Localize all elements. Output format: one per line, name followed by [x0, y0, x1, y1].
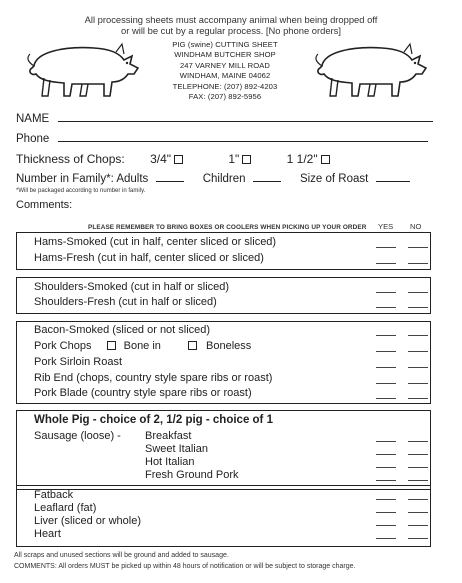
sausage-option-hot-italian: Hot Italian [145, 456, 195, 468]
comments-label: Comments: [16, 199, 73, 211]
no-answer-blank[interactable] [408, 538, 428, 539]
pork-chops-bone-in-checkbox[interactable] [107, 341, 116, 350]
yes-answer-blank[interactable] [376, 480, 396, 481]
yes-answer-blank[interactable] [376, 351, 396, 352]
shop-info [140, 40, 310, 102]
yes-answer-blank[interactable] [376, 441, 396, 442]
thickness-label: Thickness of Chops: [16, 152, 125, 166]
children-input-line[interactable] [253, 181, 281, 182]
no-answer-blank[interactable] [408, 307, 428, 308]
extra-fatback: Fatback [34, 489, 74, 501]
no-answer-blank[interactable] [408, 525, 428, 526]
pork-chops-label: Pork Chops [34, 340, 92, 352]
yes-answer-blank[interactable] [376, 263, 396, 264]
yes-answer-blank[interactable] [376, 512, 396, 513]
sausage-option-breakfast: Breakfast [145, 430, 192, 442]
no-answer-blank[interactable] [408, 398, 428, 399]
family-adults-label: Number in Family*: Adults [16, 173, 149, 185]
shop-address: 247 VARNEY MILL ROAD [179, 60, 271, 70]
thickness-option-3-4: 3/4" [150, 152, 183, 166]
no-answer-blank[interactable] [408, 351, 428, 352]
pig-illustration-right [312, 38, 430, 102]
reminder-text: PLEASE REMEMBER TO BRING BOXES OR COOLERS WHEN PICKING UP YOUR ORDER [88, 224, 367, 231]
no-answer-blank[interactable] [408, 441, 428, 442]
thickness-row [16, 152, 330, 166]
shop-name: WINDHAM BUTCHER SHOP [174, 50, 276, 60]
yes-answer-blank[interactable] [376, 383, 396, 384]
yes-answer-blank[interactable] [376, 247, 396, 248]
yes-answer-blank[interactable] [376, 499, 396, 500]
phone-row [16, 133, 428, 145]
name-label: NAME [16, 113, 50, 125]
hams-smoked-item: Hams-Smoked (cut in half, center sliced or sliced) [34, 236, 277, 248]
name-input-line[interactable] [58, 121, 433, 122]
shoulders-smoked-item: Shoulders-Smoked (cut in half or sliced) [34, 281, 230, 293]
no-answer-blank[interactable] [408, 480, 428, 481]
family-note: *Will be packaged according to number in family. [16, 188, 146, 194]
shop-telephone: TELEPHONE: (207) 892-4203 [172, 81, 278, 91]
pork-blade-item: Pork Blade (country style spare ribs or roast) [34, 387, 252, 399]
no-answer-blank[interactable] [408, 263, 428, 264]
thickness-option-1: 1" [228, 152, 251, 166]
no-answer-blank[interactable] [408, 499, 428, 500]
yes-answer-blank[interactable] [376, 335, 396, 336]
boneless-label: Boneless [206, 340, 252, 352]
extra-heart: Heart [34, 528, 61, 540]
no-answer-blank[interactable] [408, 292, 428, 293]
children-label: Children [202, 173, 246, 185]
yes-answer-blank[interactable] [376, 454, 396, 455]
rib-end-item: Rib End (chops, country style spare ribs or roast) [34, 372, 273, 384]
yes-answer-blank[interactable] [376, 538, 396, 539]
notice-line-2: or will be cut by a regular process. [No phone orders] [121, 25, 341, 36]
footer-scraps-note: All scraps and unused sections will be ground and added to sausage. [14, 552, 229, 559]
shoulders-fresh-item: Shoulders-Fresh (cut in half or sliced) [34, 296, 217, 308]
sausage-option-sweet-italian: Sweet Italian [145, 443, 208, 455]
sausage-label: Sausage (loose) - [34, 430, 121, 442]
phone-input-line[interactable] [58, 141, 428, 142]
no-answer-blank[interactable] [408, 512, 428, 513]
bacon-smoked-item: Bacon-Smoked (sliced or not sliced) [34, 324, 211, 336]
thickness-3-4-checkbox[interactable] [174, 155, 183, 164]
pork-chops-item [34, 340, 251, 352]
yes-answer-blank[interactable] [376, 398, 396, 399]
yes-answer-blank[interactable] [376, 292, 396, 293]
family-row [16, 173, 410, 185]
yes-column-header: YES [378, 222, 394, 231]
no-answer-blank[interactable] [408, 247, 428, 248]
adults-input-line[interactable] [156, 181, 184, 182]
pig-illustration-left [24, 38, 142, 102]
shop-city: WINDHAM, MAINE 04062 [179, 71, 271, 81]
no-answer-blank[interactable] [408, 367, 428, 368]
thickness-1-checkbox[interactable] [242, 155, 251, 164]
yes-answer-blank[interactable] [376, 307, 396, 308]
notice-line-1: All processing sheets must accompany animal when being dropped off [84, 14, 378, 25]
no-column-header: NO [410, 222, 422, 231]
extra-leaflard: Leaflard (fat) [34, 502, 97, 514]
pork-sirloin-roast-item: Pork Sirloin Roast [34, 356, 123, 368]
hams-fresh-item: Hams-Fresh (cut in half, center sliced or sliced) [34, 252, 264, 264]
whole-pig-title: Whole Pig - choice of 2, 1/2 pig - choice of 1 [34, 414, 273, 426]
notice [0, 14, 462, 36]
no-answer-blank[interactable] [408, 454, 428, 455]
thickness-option-1-1-2: 1 1/2" [287, 152, 330, 166]
roast-size-input-line[interactable] [376, 181, 410, 182]
sausage-option-ground-pork: Fresh Ground Pork [145, 469, 239, 481]
yes-answer-blank[interactable] [376, 467, 396, 468]
no-answer-blank[interactable] [408, 383, 428, 384]
bone-in-label: Bone in [123, 340, 161, 352]
sheet-title: PIG (swine) CUTTING SHEET [172, 40, 278, 49]
yes-answer-blank[interactable] [376, 367, 396, 368]
roast-size-label: Size of Roast [299, 173, 369, 185]
no-answer-blank[interactable] [408, 467, 428, 468]
name-row [16, 113, 433, 125]
shop-fax: FAX: (207) 892-5956 [188, 92, 262, 102]
pork-chops-boneless-checkbox[interactable] [188, 341, 197, 350]
phone-label: Phone [16, 133, 50, 145]
yes-answer-blank[interactable] [376, 525, 396, 526]
footer-pickup-note: COMMENTS: All orders MUST be picked up within 48 hours of notification or will be subject to storage charge. [14, 563, 356, 570]
thickness-1-1-2-checkbox[interactable] [321, 155, 330, 164]
extra-liver: Liver (sliced or whole) [34, 515, 141, 527]
no-answer-blank[interactable] [408, 335, 428, 336]
